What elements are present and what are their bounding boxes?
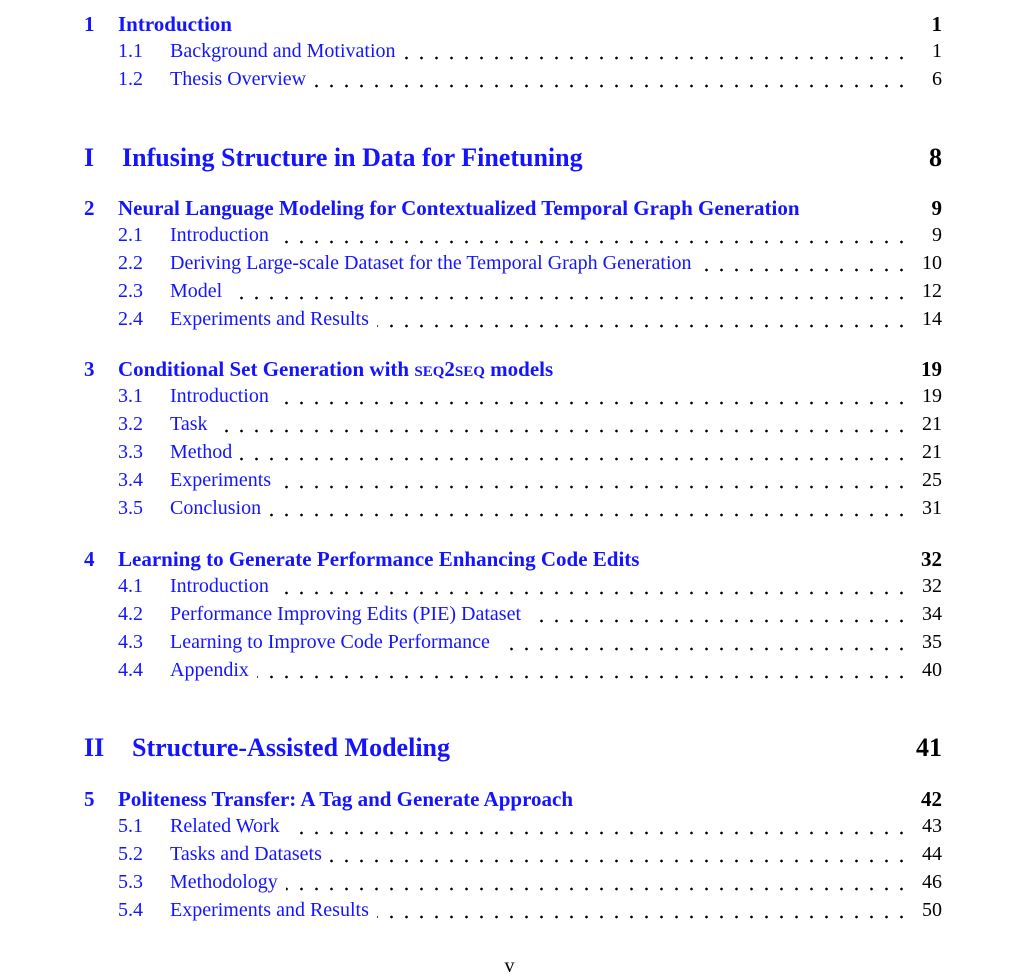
toc-page-number: 9 xyxy=(932,224,942,246)
toc-leader-dots xyxy=(277,240,909,244)
toc-section-title[interactable]: Model xyxy=(170,280,223,302)
toc-leader-dots xyxy=(377,915,909,919)
toc-chapter-number[interactable]: 5 xyxy=(84,787,95,811)
toc-section-number[interactable]: 4.2 xyxy=(118,603,143,625)
toc-page-number: 43 xyxy=(922,815,942,837)
toc-section-number[interactable]: 3.3 xyxy=(118,441,143,463)
toc-page-number: 9 xyxy=(931,196,942,220)
toc-page-number: 10 xyxy=(922,252,942,274)
toc-page-number: 34 xyxy=(922,603,942,625)
toc-leader-dots xyxy=(240,457,909,461)
toc-chapter-number[interactable]: 1 xyxy=(84,12,95,36)
toc-section-title[interactable]: Task xyxy=(170,413,208,435)
toc-section-title[interactable]: Methodology xyxy=(170,871,278,893)
toc-part-number[interactable]: I xyxy=(84,143,95,172)
toc-section-title[interactable]: Thesis Overview xyxy=(170,68,307,90)
toc-leader-dots xyxy=(286,887,909,891)
toc-chapter-title[interactable]: Conditional Set Generation with seq2seq models xyxy=(118,357,554,381)
toc-section-number[interactable]: 5.3 xyxy=(118,871,143,893)
toc-chapter-number[interactable]: 3 xyxy=(84,357,95,381)
toc-leader-dots xyxy=(277,591,909,595)
toc-page-number: 42 xyxy=(921,787,942,811)
toc-leader-dots xyxy=(257,675,909,679)
toc-part-title[interactable]: Structure-Assisted Modeling xyxy=(132,733,451,762)
toc-section-title[interactable]: Background and Motivation xyxy=(170,40,396,62)
toc-page-number: 41 xyxy=(916,733,942,762)
toc-section-number[interactable]: 3.2 xyxy=(118,413,143,435)
toc-part-title[interactable]: Infusing Structure in Data for Finetuning xyxy=(122,143,583,172)
toc-page-number: 25 xyxy=(922,469,942,491)
toc-section-number[interactable]: 3.5 xyxy=(118,497,143,519)
toc-page-number: 6 xyxy=(932,68,942,90)
toc-section-title[interactable]: Tasks and Datasets xyxy=(170,843,322,865)
toc-leader-dots xyxy=(700,268,909,272)
toc-section-title[interactable]: Related Work xyxy=(170,815,280,837)
toc-chapter-number[interactable]: 4 xyxy=(84,547,95,571)
page-number: v xyxy=(504,955,515,977)
toc-section-number[interactable]: 3.4 xyxy=(118,469,143,491)
toc-page-number: 50 xyxy=(922,899,942,921)
toc-page-number: 19 xyxy=(921,357,942,381)
toc-leader-dots xyxy=(269,513,909,517)
toc-page-number: 40 xyxy=(922,659,942,681)
toc-section-title[interactable]: Introduction xyxy=(170,385,269,407)
toc-section-number[interactable]: 2.1 xyxy=(118,224,143,246)
toc-section-number[interactable]: 5.2 xyxy=(118,843,143,865)
toc-leader-dots xyxy=(230,296,909,300)
toc-chapter-title[interactable]: Neural Language Modeling for Contextualized Temporal Graph Generation xyxy=(118,196,800,220)
toc-section-title[interactable]: Method xyxy=(170,441,233,463)
toc-section-number[interactable]: 2.2 xyxy=(118,252,143,274)
toc-section-title[interactable]: Introduction xyxy=(170,224,269,246)
toc-page-number: 1 xyxy=(931,12,942,36)
toc-section-title[interactable]: Conclusion xyxy=(170,497,262,519)
toc-leader-dots xyxy=(404,56,909,60)
toc-leader-dots xyxy=(498,647,909,651)
toc-page-number: 21 xyxy=(922,441,942,463)
toc-section-number[interactable]: 4.4 xyxy=(118,659,143,681)
toc-leader-dots xyxy=(314,84,909,88)
toc-leader-dots xyxy=(330,859,909,863)
toc-page-number: 14 xyxy=(922,308,942,330)
toc-page-number: 31 xyxy=(922,497,942,519)
toc-section-number[interactable]: 4.1 xyxy=(118,575,143,597)
toc-page-number: 19 xyxy=(922,385,942,407)
toc-section-number[interactable]: 1.2 xyxy=(118,68,143,90)
toc-leader-dots xyxy=(529,619,909,623)
toc-page-number: 44 xyxy=(922,843,942,865)
toc-section-number[interactable]: 5.4 xyxy=(118,899,143,921)
toc-chapter-title[interactable]: Introduction xyxy=(118,12,232,36)
toc-section-title[interactable]: Learning to Improve Code Performance xyxy=(170,631,490,653)
toc-leader-dots xyxy=(377,324,909,328)
toc-section-title[interactable]: Performance Improving Edits (PIE) Dataset xyxy=(170,603,522,625)
toc-leader-dots xyxy=(277,401,909,405)
toc-page-number: 32 xyxy=(922,575,942,597)
toc-page-number: 21 xyxy=(922,413,942,435)
toc-chapter-title[interactable]: Politeness Transfer: A Tag and Generate Approach xyxy=(118,787,574,811)
toc-leader-dots xyxy=(215,429,909,433)
toc-page-number: 8 xyxy=(929,143,942,172)
toc-section-number[interactable]: 2.4 xyxy=(118,308,143,330)
toc-section-number[interactable]: 5.1 xyxy=(118,815,143,837)
toc-leader-dots xyxy=(279,485,909,489)
toc-section-number[interactable]: 4.3 xyxy=(118,631,143,653)
toc-page-number: 12 xyxy=(922,280,942,302)
toc-page-number: 32 xyxy=(921,547,942,571)
toc-section-title[interactable]: Experiments and Results xyxy=(170,899,369,921)
toc-section-title[interactable]: Experiments and Results xyxy=(170,308,369,330)
toc-chapter-number[interactable]: 2 xyxy=(84,196,95,220)
toc-section-number[interactable]: 1.1 xyxy=(118,40,143,62)
toc-section-title[interactable]: Appendix xyxy=(170,659,249,681)
toc-page-number: 46 xyxy=(922,871,942,893)
toc-section-number[interactable]: 2.3 xyxy=(118,280,143,302)
toc-section-number[interactable]: 3.1 xyxy=(118,385,143,407)
toc-section-title[interactable]: Experiments xyxy=(170,469,272,491)
toc-section-title[interactable]: Deriving Large-scale Dataset for the Temporal Graph Generation xyxy=(170,252,692,274)
toc-section-title[interactable]: Introduction xyxy=(170,575,269,597)
toc-page-number: 1 xyxy=(932,40,942,62)
toc-part-number[interactable]: II xyxy=(84,733,105,762)
toc-leader-dots xyxy=(288,831,909,835)
toc-chapter-title[interactable]: Learning to Generate Performance Enhancing Code Edits xyxy=(118,547,640,571)
toc-page-number: 35 xyxy=(922,631,942,653)
